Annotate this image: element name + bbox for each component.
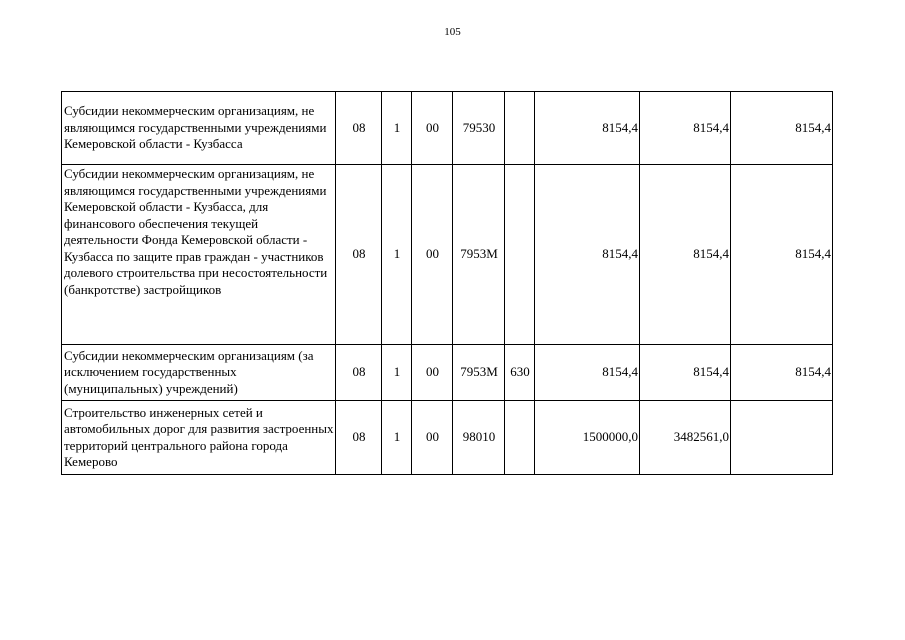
expense-type-code (505, 92, 535, 165)
amount-year-1: 8154,4 (535, 165, 640, 345)
expense-type-code (505, 165, 535, 345)
table-row (62, 92, 833, 165)
amount-year-3: 8154,4 (731, 345, 833, 401)
expense-type-code: 630 (505, 345, 535, 401)
subsection-code: 1 (382, 345, 412, 401)
budget-table (61, 91, 833, 475)
section-code: 08 (336, 345, 382, 401)
amount-year-2: 8154,4 (640, 165, 731, 345)
subsection-code: 1 (382, 401, 412, 475)
amount-year-3: 8154,4 (731, 165, 833, 345)
program-code: 00 (412, 345, 453, 401)
target-code: 98010 (453, 401, 505, 475)
row-name: Субсидии некоммерческим организациям (за исключением государственных (муниципальных) учреждений) (62, 345, 336, 401)
target-code: 7953М (453, 165, 505, 345)
amount-year-2: 8154,4 (640, 345, 731, 401)
row-name: Субсидии некоммерческим организациям, не являющимся государственными учреждениями Кемеровской области - Кузбасса (62, 92, 336, 165)
program-code: 00 (412, 401, 453, 475)
target-code: 79530 (453, 92, 505, 165)
program-code: 00 (412, 92, 453, 165)
subsection-code: 1 (382, 92, 412, 165)
amount-year-3: 8154,4 (731, 92, 833, 165)
amount-year-2: 8154,4 (640, 92, 731, 165)
expense-type-code (505, 401, 535, 475)
target-code: 7953М (453, 345, 505, 401)
amount-year-1: 1500000,0 (535, 401, 640, 475)
table-row (62, 165, 833, 345)
section-code: 08 (336, 165, 382, 345)
amount-year-2: 3482561,0 (640, 401, 731, 475)
section-code: 08 (336, 92, 382, 165)
table-row (62, 345, 833, 401)
amount-year-3 (731, 401, 833, 475)
row-name: Строительство инженерных сетей и автомобильных дорог для развития застроенных территорий центрального района города Кемерово (62, 401, 336, 475)
program-code: 00 (412, 165, 453, 345)
row-name: Субсидии некоммерческим организациям, не являющимся государственными учреждениями Кемеровской области - Кузбасса, для финансового обеспечения текущей деятельности Фонда Кемеровской области - Кузбасса по защите прав граждан - участников долевого строительства при несостоятельности (банкротстве) застройщиков (62, 165, 336, 345)
page-number: 105 (444, 26, 461, 38)
amount-year-1: 8154,4 (535, 92, 640, 165)
subsection-code: 1 (382, 165, 412, 345)
table-row (62, 401, 833, 475)
section-code: 08 (336, 401, 382, 475)
amount-year-1: 8154,4 (535, 345, 640, 401)
